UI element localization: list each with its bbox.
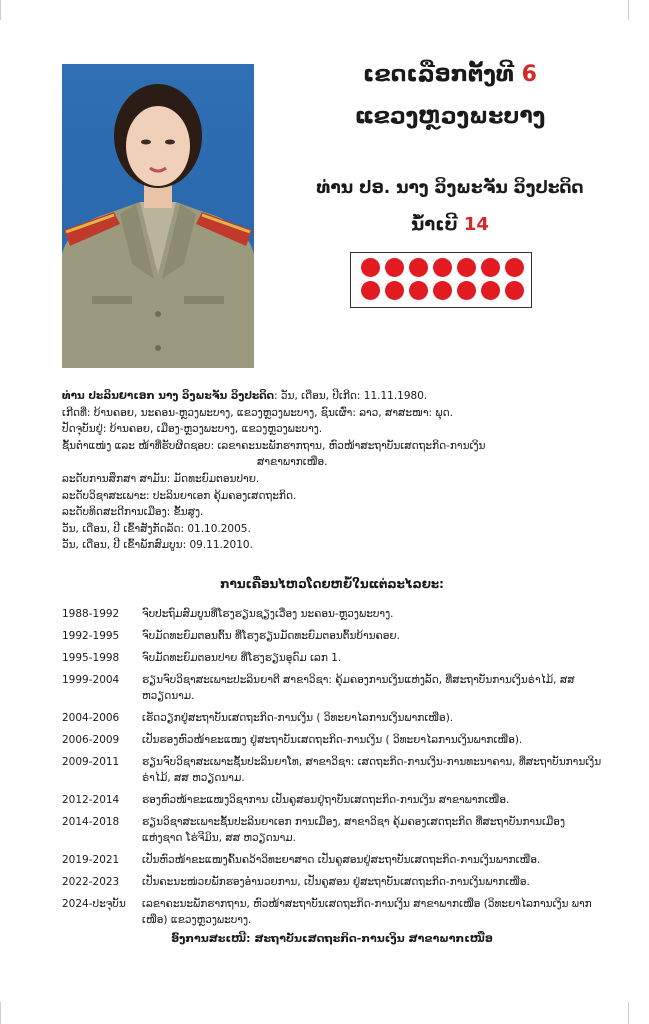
- timeline-year: 1999-2004: [62, 674, 120, 686]
- bio-name-line: [62, 388, 602, 405]
- ballot-dot: [481, 281, 500, 300]
- ballot-dot: [505, 281, 524, 300]
- ballot-dot: [361, 281, 380, 300]
- timeline-year: 2004-2006: [62, 712, 120, 724]
- crop-mark-top-right: [628, 0, 629, 20]
- ballot-dots-box: [350, 252, 532, 308]
- timeline-item: [62, 792, 602, 808]
- timeline-text: ເປັນຫົວໜ້າຂະແໜງຄົ້ນຄວ້າວິທະຍາສາດ ເປັນຄູສອນຢູ່ສະຖາບັນເສດຖະກິດ-ການເງິນພາກເໜືອ.: [142, 854, 541, 866]
- timeline-item: [62, 852, 602, 868]
- crop-mark-bottom-right: [628, 1002, 629, 1024]
- ballot-dot: [409, 281, 428, 300]
- timeline-year: 2019-2021: [62, 854, 120, 866]
- timeline-year: 2022-2023: [62, 876, 120, 888]
- province-heading: ແຂວງຫຼວງພະບາງ: [354, 104, 546, 129]
- ballot-dot: [457, 258, 476, 277]
- timeline-year: 1992-1995: [62, 630, 120, 642]
- ballot-dot: [433, 281, 452, 300]
- bio-birthdate: : ວັນ, ເດືອນ, ປີເກີດ: 11.11.1980.: [274, 390, 428, 402]
- bio-line: ເກີດທີ່: ບ້ານຄອຍ, ນະຄອນ-ຫຼວງພະບາງ, ແຂວງຫຼວງພະບາງ, ຊົນເຜົ່າ: ລາວ, ສາສະໜາ: ພຸດ.: [62, 406, 453, 419]
- bio-line: ລະດັບການສຶກສາ ສາມັນ: ມັດທະຍົມຕອນປາຍ.: [62, 472, 260, 485]
- constituency-heading: [290, 62, 610, 87]
- crop-mark-bottom-left: [0, 1002, 1, 1024]
- timeline-text: ຮຽນວິຊາສະເພາະຊັ້ນປະລິນຍາເອກ ການເມືອງ, ສາຂາວິຊາ ຄຸ້ມຄອງເສດຖະກິດ ທີ່ສະຖາບັນການເມືອງແຫ່ງຊາດ ໂຮ່ຈີມິນ, ສສ ຫວຽດນາມ.: [142, 816, 566, 844]
- timeline-item: [62, 628, 602, 644]
- timeline-item: [62, 732, 602, 748]
- bio-line: ວັນ, ເດືອນ, ປີ ເຂົ້າສັງກັດລັດ: 01.10.2005.: [62, 522, 251, 535]
- ballot-dot: [505, 258, 524, 277]
- bio-line: ປັດຈຸບັນຢູ່: ບ້ານຄອຍ, ເມືອງ-ຫຼວງພະບາງ, ແຂວງຫຼວງພະບາງ.: [62, 423, 323, 436]
- bio-line: ຊັ້ນຕໍາແໜ່ງ ແລະ ໜ້າທີ່ຮັບຜິດຊອບ: ເລຂາຄະນະພັກຮາກຖານ, ຫົວໜ້າສະຖາບັນເສດຖະກິດ-ການເງິນ: [62, 439, 486, 452]
- nominating-organization: ອົງການສະເໜີ: ສະຖາບັນເສດຖະກິດ-ການເງິນ ສາຂາພາກເໜືອ: [171, 932, 493, 945]
- timeline-item: [62, 606, 602, 622]
- bio-line: ວັນ, ເດືອນ, ປີ ເຂົ້າພັກສົມບູນ: 09.11.2010.: [62, 539, 253, 552]
- timeline-year: 2012-2014: [62, 794, 120, 806]
- ballot-dot: [385, 258, 404, 277]
- timeline-text: ຮຽນຈົບວິຊາສະເພາະຊັ້ນປະລິນຍາໂທ, ສາຂາວິຊາ: ເສດຖະກິດ-ການເງິນ-ການທະນາຄານ, ທີ່ສະຖາບັນການເງິນຣ່າໄມ້, ສສ ຫວຽດນາມ.: [142, 756, 602, 784]
- timeline-year: 2006-2009: [62, 734, 120, 746]
- ballot-label: ນໍ້າເບີ: [411, 214, 458, 235]
- timeline-item: [62, 650, 602, 666]
- ballot-dot: [433, 258, 452, 277]
- candidate-name: ທ່ານ ປອ. ນາງ ວິງພະຈັນ ວິງປະດິດ: [316, 178, 584, 198]
- timeline-text: ຮອງຫົວໜ້າຂະແໜງວິຊາການ ເປັນຄູສອນຢູ່ຖາບັນເສດຖະກິດ-ການເງິນ ສາຂາພາກເໜືອ.: [142, 794, 510, 806]
- timeline-item: [62, 814, 602, 846]
- timeline-title: ການເຄື່ອນໄຫວໂດຍຫຍໍ້ໃນແຕ່ລະໄລຍະ:: [220, 577, 444, 591]
- bio-line: ລະດັບວິຊາສະເພາະ: ປະລິນຍາເອກ ຄຸ້ມຄອງເສດຖະກິດ.: [62, 489, 297, 502]
- timeline-text: ຈົບມັດທະຍົມຕອນຕົ້ນ ທີ່ໂຮງຮຽນມັດທະຍົມຕອນຕົ້ນບ້ານຄອຍ.: [142, 630, 400, 642]
- constituency-label: ເຂດເລືອກຕັ້ງທີ: [363, 62, 514, 87]
- timeline-item: [62, 672, 602, 704]
- timeline-text: ຈົບມັດທະຍົມຕອນປາຍ ທີ່ໂຮງຮຽນອຸດົມ ເລກ 1.: [142, 652, 342, 664]
- ballot-dot: [385, 281, 404, 300]
- timeline-item: [62, 754, 602, 786]
- ballot-number: 14: [463, 214, 489, 235]
- ballot-dot: [409, 258, 428, 277]
- timeline: [62, 606, 602, 934]
- ballot-dot: [361, 258, 380, 277]
- crop-mark-top-left: [0, 0, 1, 20]
- candidate-photo: [62, 64, 254, 368]
- ballot-dot: [481, 258, 500, 277]
- timeline-text: ເຮັດວຽກຢູ່ສະຖາບັນເສດຖະກິດ-ການເງິນ ( ວິທະຍາໄລການເງິນພາກເໜືອ).: [142, 712, 454, 724]
- timeline-text: ຮຽນຈົບວິຊາສະເພາະປະລິນຍາຕີ ສາຂາວິຊາ: ຄຸ້ມຄອງການເງິນແຫ່ງລັດ, ທີ່ສະຖາບັນການເງິນຣ່າໄມ້, ສສ ຫວຽດນາມ.: [142, 674, 575, 702]
- timeline-text: ຈົບປະຖົມສົມບູນທີ່ໂຮງຮຽນຊຽງເວື່ອງ ນະຄອນ-ຫຼວງພະບາງ.: [142, 608, 394, 620]
- timeline-year: 2014-2018: [62, 816, 120, 828]
- bio-line: ສາຂາພາກເໜືອ.: [257, 456, 328, 469]
- timeline-item: [62, 710, 602, 726]
- timeline-text: ເປັນຮອງຫົວໜ້າຂະແໜງ ຢູ່ສະຖາບັນເສດຖະກິດ-ການເງິນ ( ວິທະຍາໄລການເງິນພາກເໜືອ).: [142, 734, 523, 746]
- ballot-dot: [457, 281, 476, 300]
- timeline-year: 2024-ປະຈຸບັນ: [62, 898, 126, 910]
- timeline-year: 1995-1998: [62, 652, 120, 664]
- biography: [62, 388, 602, 554]
- bio-name: ທ່ານ ປະລິນຍາເອກ ນາງ ວິງພະຈັນ ວິງປະດິດ: [62, 390, 275, 402]
- timeline-text: ເລຂາຄະນະພັກຮາກຖານ, ຫົວໜ້າສະຖາບັນເສດຖະກິດ-ການເງິນ ສາຂາພາກເໜືອ (ວິທະຍາໄລການເງິນ ພາກເໜືອ) ແຂວງຫຼວງພະບາງ.: [142, 898, 592, 926]
- constituency-number: 6: [521, 62, 537, 87]
- ballot-number-heading: [290, 214, 610, 235]
- timeline-item: [62, 874, 602, 890]
- timeline-item: [62, 896, 602, 928]
- timeline-text: ເປັນຄະນະໜ່ວຍພັກຮອງອໍານວຍການ, ເປັນຄູສອນ ຢູ່ສະຖາບັນເສດຖະກິດ-ການເງິນພາກເໜືອ.: [142, 876, 530, 888]
- timeline-year: 1988-1992: [62, 608, 120, 620]
- bio-line: ລະດັບທິດສະດີການເມືອງ: ຂັ້ນສູງ.: [62, 506, 204, 519]
- timeline-year: 2009-2011: [62, 756, 120, 768]
